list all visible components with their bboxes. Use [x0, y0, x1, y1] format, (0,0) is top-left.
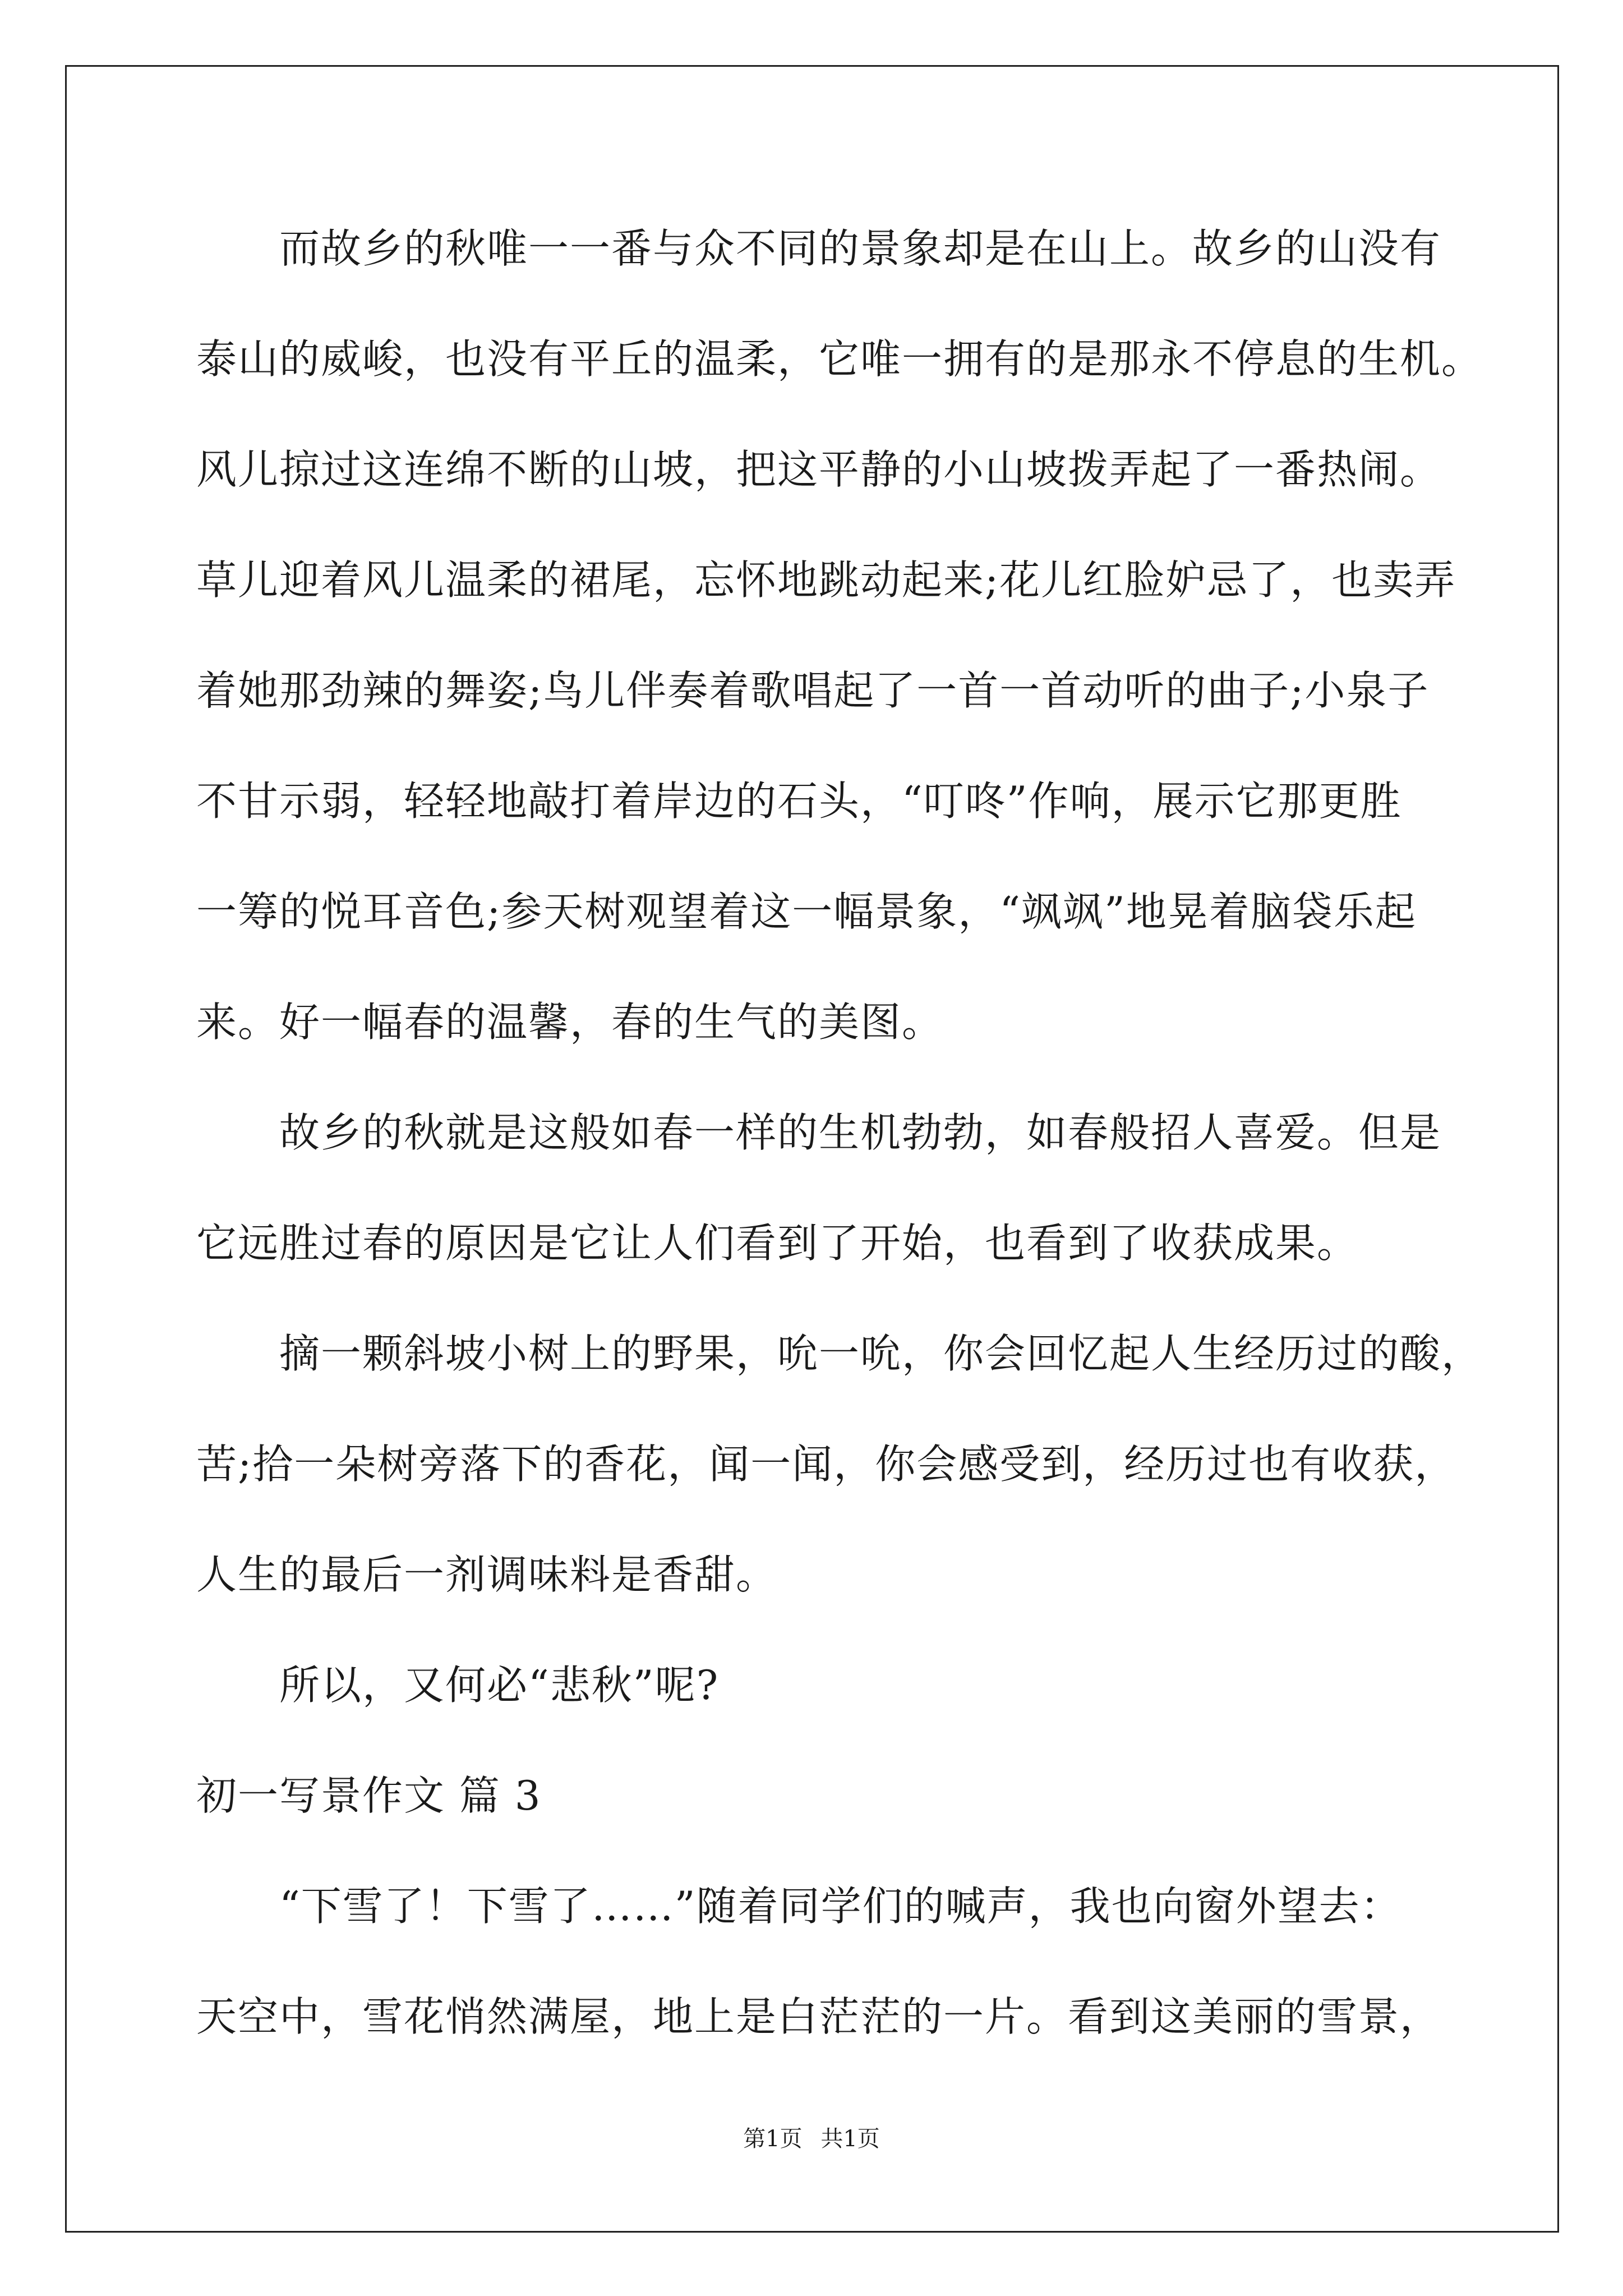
text-line: 故乡的秋就是这般如春一样的生机勃勃，如春般招人喜爱。但是	[279, 1109, 1442, 1156]
text-line: 人生的最后一剂调味料是香甜。	[196, 1551, 778, 1598]
text-line: 它远胜过春的原因是它让人们看到了开始，也看到了收获成果。	[196, 1220, 1359, 1267]
text-line: 草儿迎着风儿温柔的裙尾，忘怀地跳动起来;花儿红脸妒忌了，也卖弄	[196, 556, 1456, 604]
section-heading: 初一写景作文 篇 3	[196, 1772, 542, 1819]
text-line: 摘一颗斜坡小树上的野果，吮一吮，你会回忆起人生经历过的酸，	[279, 1330, 1483, 1377]
text-line: 所以，又何必“悲秋”呢?	[279, 1662, 720, 1709]
text-line: 而故乡的秋唯一一番与众不同的景象却是在山上。故乡的山没有	[279, 225, 1442, 272]
text-line: 天空中，雪花悄然满屋，地上是白茫茫的一片。看到这美丽的雪景，	[196, 1993, 1442, 2040]
text-line: 一筹的悦耳音色;参天树观望着这一幅景象，“飒飒”地晃着脑袋乐起	[196, 888, 1417, 935]
text-line: 不甘示弱，轻轻地敲打着岸边的石头，“叮咚”作响，展示它那更胜	[196, 777, 1402, 825]
text-line: 泰山的威峻，也没有平丘的温柔，它唯一拥有的是那永不停息的生机。	[196, 335, 1483, 383]
page-total: 共1页	[820, 2126, 880, 2152]
text-line: 风儿掠过这连绵不断的山坡，把这平静的小山坡拨弄起了一番热闹。	[196, 446, 1442, 493]
page-number: 第1页	[743, 2126, 803, 2152]
text-line: 苦;拾一朵树旁落下的香花，闻一闻，你会感受到，经历过也有收获，	[196, 1441, 1456, 1488]
text-line: 着她那劲辣的舞姿;鸟儿伴奏着歌唱起了一首一首动听的曲子;小泉子	[196, 667, 1430, 714]
page-footer	[0, 2125, 1623, 2153]
text-line: “下雪了！下雪了……”随着同学们的喊声，我也向窗外望去：	[279, 1883, 1402, 1930]
text-line: 来。好一幅春的温馨，春的生气的美图。	[196, 999, 944, 1046]
